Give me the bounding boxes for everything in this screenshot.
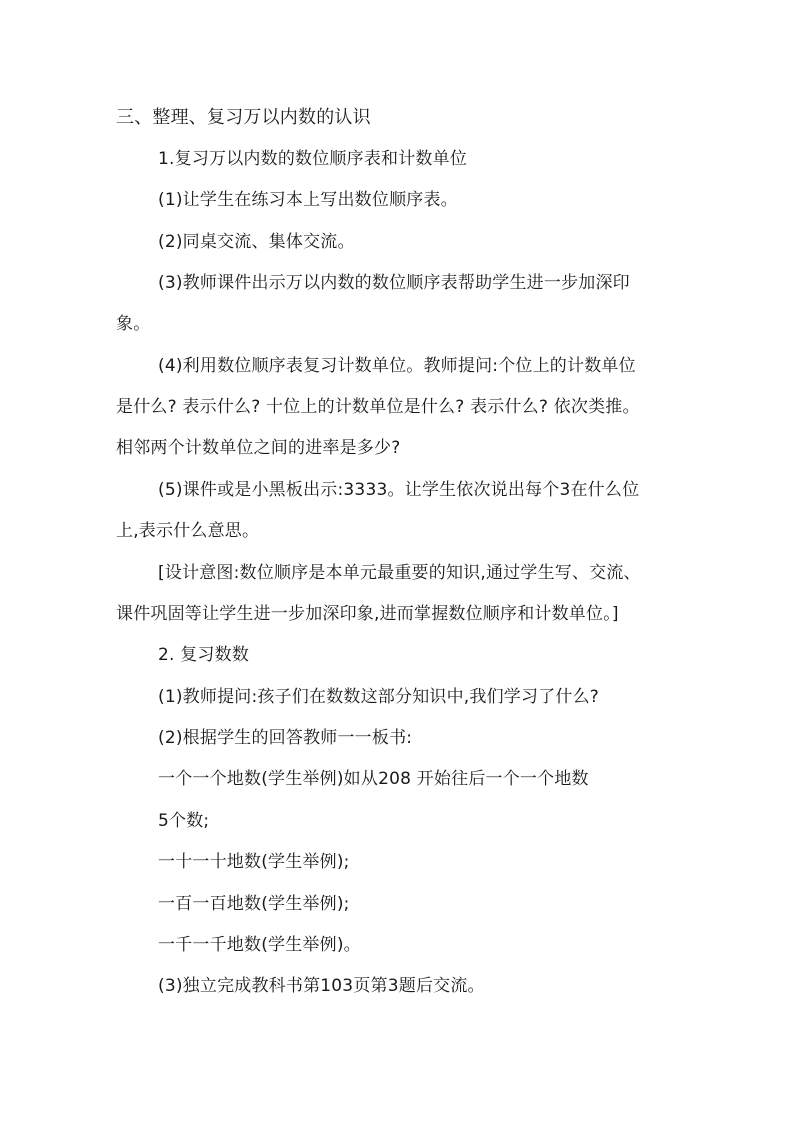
board-entry: 一千一千地数(学生举例)。: [158, 935, 361, 955]
board-entry: 一十一十地数(学生举例);: [158, 852, 350, 872]
paragraph-item: (3)独立完成教科书第103页第3题后交流。: [158, 976, 485, 996]
paragraph-item: (1)让学生在练习本上写出数位顺序表。: [158, 190, 458, 210]
subsection-title-2: 2. 复习数数: [158, 645, 250, 665]
board-entry-continuation: 5个数;: [158, 811, 210, 831]
paragraph-item: (5)课件或是小黑板出示:3333。让学生依次说出每个3在什么位: [158, 480, 640, 500]
section-heading: 三、整理、复习万以内数的认识: [116, 107, 371, 128]
paragraph-continuation: 相邻两个计数单位之间的进率是多少?: [116, 438, 401, 458]
design-intent-note: [设计意图:数位顺序是本单元最重要的知识,通过学生写、交流、: [158, 563, 641, 583]
paragraph-item: (4)利用数位顺序表复习计数单位。教师提问:个位上的计数单位: [158, 356, 636, 376]
design-intent-note: 课件巩固等让学生进一步加深印象,进而掌握数位顺序和计数单位。]: [116, 604, 619, 624]
paragraph-item: (2)根据学生的回答教师一一板书:: [158, 728, 413, 748]
board-entry: 一百一百地数(学生举例);: [158, 894, 350, 914]
paragraph-item: (1)教师提问:孩子们在数数这部分知识中,我们学习了什么?: [158, 687, 600, 707]
paragraph-continuation: 上,表示什么意思。: [116, 521, 260, 541]
board-entry: 一个一个地数(学生举例)如从208 开始往后一个一个地数: [158, 769, 589, 789]
paragraph-continuation: 象。: [116, 314, 151, 334]
paragraph-item: (2)同桌交流、集体交流。: [158, 232, 355, 252]
subsection-title-1: 1.复习万以内数的数位顺序表和计数单位: [158, 149, 468, 169]
paragraph-continuation: 是什么? 表示什么? 十位上的计数单位是什么? 表示什么? 依次类推。: [116, 397, 640, 417]
paragraph-item: (3)教师课件出示万以内数的数位顺序表帮助学生进一步加深印: [158, 273, 630, 293]
